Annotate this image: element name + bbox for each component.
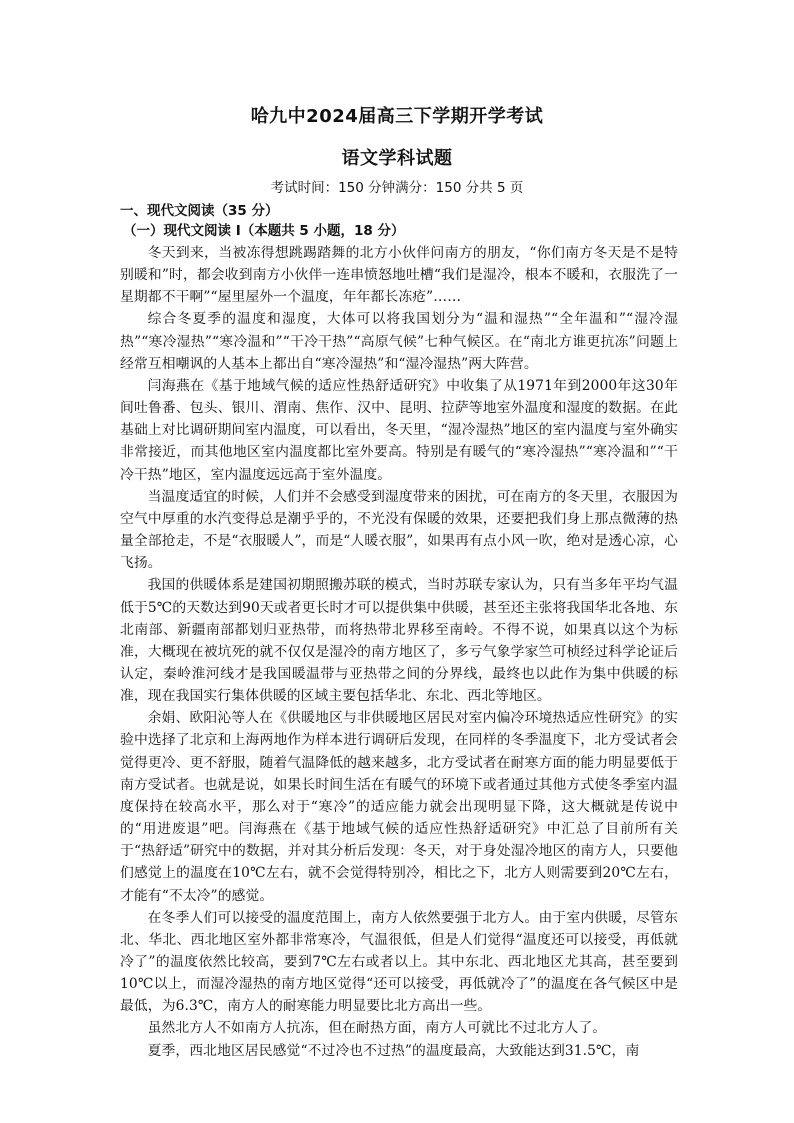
paragraph: 夏季，西北地区居民感觉“不过冷也不过热”的温度最高，大致能达到31.5℃，南: [147, 1042, 640, 1059]
paragraph: 当温度适宜的时候，人们并不会感受到湿度带来的困扰，可在南方的冬天里，衣服因为空气中厚重的水汽变得总是潮乎乎的，不光没有保暖的效果，还要把我们身上那点微薄的热量全部抢走，不是“衣服暖人”，而是“人暖衣服”，如果再有点小风一吹，绝对是透心凉，心飞扬。: [120, 488, 678, 572]
section-heading: 一、现代文阅读（35 分）: [120, 203, 279, 219]
paragraph: 综合冬夏季的温度和湿度，大体可以将我国划分为“温和湿热”“全年温和”“湿冷湿热”“寒冷湿热”“寒冷温和”“干冷干热”“高原气候”七种气候区。在“南北方谁更抗冻”问题上经常互相嘲讽的人基本上都出自“寒冷湿热”和“湿冷湿热”两大阵营。: [120, 311, 678, 372]
exam-info: 考试时间：150 分钟满分：150 分共 5 页: [270, 180, 524, 196]
reading-passage: [120, 242, 678, 1062]
paragraph: 冬天到来，当被冻得想跳踢踏舞的北方小伙伴问南方的朋友，“你们南方冬天是不是特别暖和”时，都会收到南方小伙伴一连串愤怒地吐槽“我们是湿冷，根本不暖和，衣服洗了一星期都不干啊”“屋里屋外一个温度，年年都长冻疮”……: [120, 245, 678, 306]
paragraph: 在冬季人们可以接受的温度范围上，南方人依然要强于北方人。由于室内供暖，尽管东北、华北、西北地区室外都非常寒冷，气温很低，但是人们觉得“温度还可以接受，再低就冷了”的温度依然比较高，要到7℃左右或者以上。其中东北、西北地区尤其高，甚至要到10℃以上，而湿冷湿热的南方地区觉得“还可以接受，再低就冷了”的温度在各气候区中是最低，为6.3℃，南方人的耐寒能力明显要比北方高出一些。: [120, 909, 678, 1015]
paragraph: 闫海燕在《基于地域气候的适应性热舒适研究》中收集了从1971年到2000年这30年间吐鲁番、包头、银川、渭南、焦作、汉中、昆明、拉萨等地室外温度和湿度的数据。在此基础上对比调研期间室内温度，可以看出，冬天里，“湿冷湿热”地区的室内温度与室外确实非常接近，而其他地区室内温度都比室外要高。特别是有暖气的“寒冷湿热”“寒冷温和”“干冷干热”地区，室内温度远远高于室外温度。: [120, 377, 678, 483]
page-subtitle: 语文学科试题: [341, 148, 453, 169]
page-title: 哈九中2024届高三下学期开学考试: [250, 106, 544, 127]
paragraph: 我国的供暖体系是建国初期照搬苏联的模式，当时苏联专家认为，只有当多年平均气温低于5℃的天数达到90天或者更长时才可以提供集中供暖，甚至还主张将我国华北各地、东北南部、新疆南部都划归亚热带，而将热带北界移至南岭。不得不说，如果真以这个为标准，大概现在被坑死的就不仅仅是湿冷的南方地区了，多亏气象学家竺可桢经过科学论证后认定，秦岭淮河线才是我国暖温带与亚热带之间的分界线，最终也以此作为集中供暖的标准，现在我国实行集体供暖的区域主要包括华北、东北、西北等地区。: [120, 577, 678, 705]
subsection-heading: （一）现代文阅读 I（本题共 5 小题，18 分）: [123, 223, 405, 239]
paragraph: 余娟、欧阳沁等人在《供暖地区与非供暖地区居民对室内偏冷环境热适应性研究》的实验中选择了北京和上海两地作为样本进行调研后发现，在同样的冬季温度下，北方受试者会觉得更冷、更不舒服，随着气温降低的越来越多，北方受试者在耐寒方面的能力明显要低于南方受试者。也就是说，如果长时间生活在有暖气的环境下或者通过其他方式使冬季室内温度保持在较高水平，那么对于“寒冷”的适应能力就会出现明显下降，这大概就是传说中的“用进废退”吧。闫海燕在《基于地域气候的适应性热舒适研究》中汇总了目前所有关于“热舒适”研究中的数据，并对其分析后发现：冬天，对于身处湿冷地区的南方人，只要他们感觉上的温度在10℃左右，就不会觉得特别冷，相比之下，北方人则需要到20℃左右，才能有“不太冷”的感觉。: [120, 710, 678, 904]
paragraph: 虽然北方人不如南方人抗冻，但在耐热方面，南方人可就比不过北方人了。: [147, 1020, 607, 1037]
